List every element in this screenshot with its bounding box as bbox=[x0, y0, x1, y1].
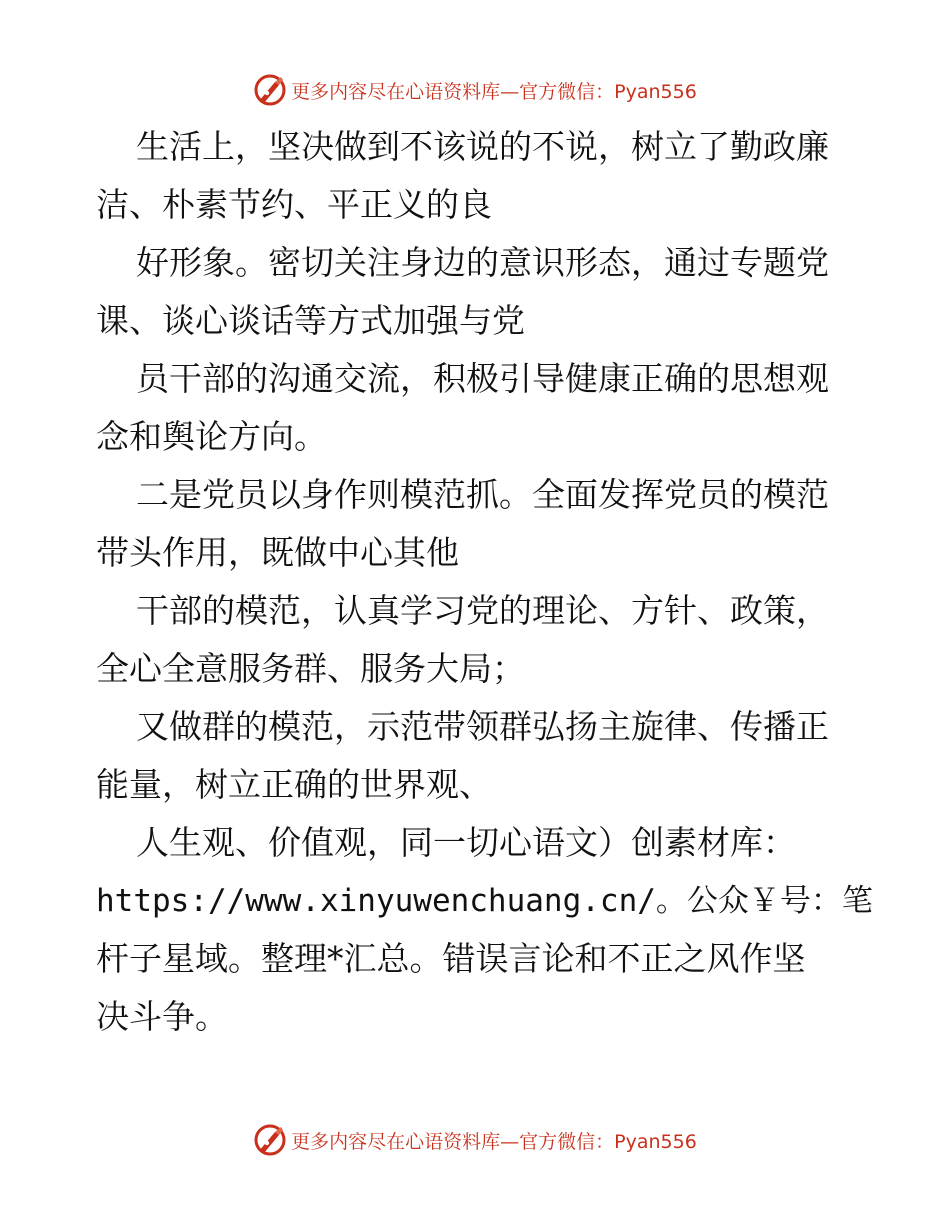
footer-wechat-id: Pyan556 bbox=[614, 1130, 697, 1153]
paragraph-line: 生活上，坚决做到不该说的不说，树立了勤政廉 bbox=[136, 127, 829, 166]
paragraph-line: 二是党员以身作则模范抓。全面发挥党员的模范 bbox=[136, 475, 829, 514]
paragraph-line: 课、谈心谈话等方式加强与党 bbox=[96, 301, 525, 340]
paragraph-line: 员干部的沟通交流，积极引导健康正确的思想观 bbox=[136, 359, 829, 398]
paragraph-line: 全心全意服务群、服务大局； bbox=[96, 649, 525, 688]
header-banner bbox=[0, 70, 950, 110]
paragraph-line: 好形象。密切关注身边的意识形态，通过专题党 bbox=[136, 243, 829, 282]
paragraph-line-url: https://www.xinyuwenchuang.cn/。公众￥号：笔 bbox=[96, 883, 873, 919]
paragraph-line: 洁、朴素节约、平正义的良 bbox=[96, 185, 492, 224]
paragraph-line: 决斗争。 bbox=[96, 997, 228, 1036]
footer-banner-text: 更多内容尽在心语资料库—官方微信：Pyan556 bbox=[291, 1130, 697, 1153]
paragraph-line: 杆子星域。整理*汇总。错误言论和不正之风作坚 bbox=[96, 939, 806, 978]
paragraph-line: 人生观、价值观，同一切心语文）创素材库： bbox=[136, 823, 796, 862]
paragraph-line: 干部的模范，认真学习党的理论、方针、政策， bbox=[136, 591, 829, 630]
pen-logo-icon bbox=[253, 1123, 287, 1157]
paragraph-line: 带头作用，既做中心其他 bbox=[96, 533, 459, 572]
paragraph-line: 念和舆论方向。 bbox=[96, 417, 327, 456]
paragraph-line: 能量，树立正确的世界观、 bbox=[96, 765, 492, 804]
pen-logo-icon bbox=[253, 73, 287, 107]
header-banner-text: 更多内容尽在心语资料库—官方微信：Pyan556 bbox=[291, 80, 697, 103]
footer-banner bbox=[0, 1120, 950, 1160]
document-body bbox=[96, 118, 873, 1046]
header-wechat-id: Pyan556 bbox=[614, 80, 697, 103]
paragraph-line: 又做群的模范，示范带领群弘扬主旋律、传播正 bbox=[136, 707, 829, 746]
